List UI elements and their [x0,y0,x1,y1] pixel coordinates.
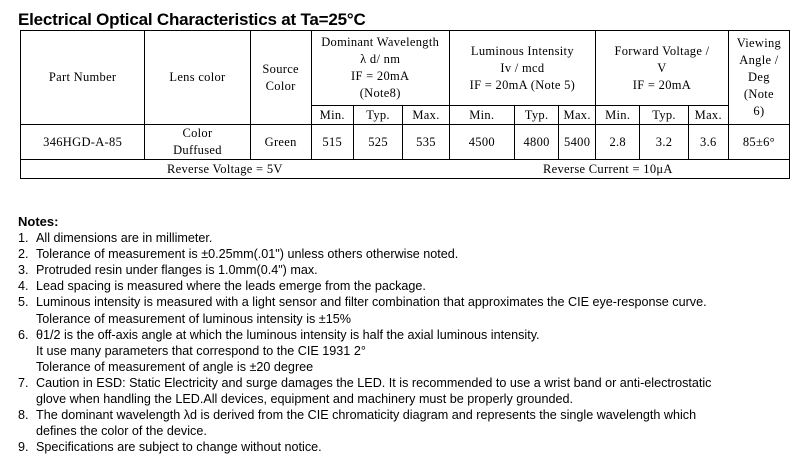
note-number: 3. [18,263,29,278]
header-forward-line3: IF = 20mA [632,77,692,92]
header-row [21,31,790,106]
header-source-color-line1: Source [262,61,299,76]
cell-dom-min: 515 [311,125,353,160]
note-line: Specifications are subject to change without notice. [36,440,322,455]
header-viewing-angle [728,31,789,125]
note-number: 1. [18,231,29,246]
note-number: 2. [18,247,29,262]
reverse-current: Reverse Current = 10μA [543,162,673,176]
subheader-fv-min: Min. [596,106,640,125]
notes-title: Notes: [18,214,59,229]
cell-dom-typ: 525 [353,125,403,160]
cell-lens-color [145,125,250,160]
header-source-color-line2: Color [265,78,296,93]
header-dominant-line1: Dominant Wavelength [321,35,440,49]
note-item [18,439,798,455]
note-item [18,278,798,294]
note-line: Tolerance of measurement of angle is ±20 degree [36,359,314,374]
note-line: Tolerance of measurement of luminous intensity is ±15% [36,311,351,326]
cell-dom-max: 535 [403,125,449,160]
note-number: 9. [18,440,29,455]
cell-fv-typ: 3.2 [640,125,688,160]
note-line: All dimensions are in millimeter. [36,231,213,246]
note-line: θ1/2 is the off-axis angle at which the luminous intensity is half the axial luminous intensity. [36,327,540,342]
note-number: 4. [18,279,29,294]
header-viewing-line3: Deg [748,70,770,84]
header-part-number: Part Number [21,31,145,125]
cell-viewing-angle: 85±6° [728,125,789,160]
reverse-voltage: Reverse Voltage = 5V [167,162,283,176]
note-item [18,407,798,439]
note-text [36,327,798,375]
cell-fv-max: 3.6 [688,125,728,160]
subheader-fv-max: Max. [688,106,728,125]
reverse-cell [21,160,790,179]
note-item [18,246,798,262]
header-viewing-line2: Angle / [739,53,779,67]
note-text [36,294,798,326]
note-text [36,407,798,439]
header-forward-line1: Forward Voltage / [614,43,710,58]
note-item [18,262,798,278]
note-number: 8. [18,408,29,423]
note-text [36,278,798,294]
header-viewing-line4: (Note [743,87,774,101]
header-lens-color: Lens color [145,31,250,125]
cell-fv-min: 2.8 [596,125,640,160]
note-line: Caution in ESD: Static Electricity and surge damages the LED. It is recommended to use a wrist band or anti-electrostatic [36,375,712,390]
note-text [36,439,798,455]
note-number: 7. [18,375,29,390]
cell-lum-min: 4500 [449,125,514,160]
subheader-lum-min: Min. [449,106,514,125]
cell-lens-color-line1: Color [182,126,213,140]
cell-lens-color-line2: Duffused [173,143,222,157]
header-dominant-wavelength [311,31,449,106]
subheader-dom-typ: Typ. [353,106,403,125]
cell-source-color: Green [250,125,311,160]
note-line: It use many parameters that correspond to the CIE 1931 2° [36,343,366,358]
subheader-fv-typ: Typ. [640,106,688,125]
page-title: Electrical Optical Characteristics at Ta=25°C [18,10,366,29]
header-dominant-line3: IF = 20mA [351,69,410,83]
header-viewing-line5: 6) [753,104,765,118]
note-item [18,375,798,407]
header-dominant-line2: λ d/ nm [360,52,401,66]
reverse-row [21,160,790,179]
subheader-lum-typ: Typ. [514,106,558,125]
note-line: The dominant wavelength λd is derived from the CIE chromaticity diagram and represents the single wavelength which [36,408,697,423]
note-line: Lead spacing is measured where the leads emerge from the package. [36,279,426,294]
electrical-optical-table [20,30,790,179]
note-text [36,246,798,262]
note-item [18,327,798,375]
note-line: Tolerance of measurement is ±0.25mm(.01") unless others otherwise noted. [36,247,459,262]
note-line: defines the color of the device. [36,424,207,439]
header-dominant-line4: (Note8) [359,86,401,100]
note-item [18,230,798,246]
note-number: 5. [18,295,29,310]
subheader-dom-max: Max. [403,106,449,125]
cell-lum-max: 5400 [559,125,596,160]
note-text [36,375,798,407]
cell-lum-typ: 4800 [514,125,558,160]
note-item [18,294,798,326]
note-line: Luminous intensity is measured with a light sensor and filter combination that approximates the CIE eye-response curve. [36,295,707,310]
note-text [36,262,798,278]
header-luminous-line2: Iv / mcd [500,60,545,75]
cell-part-number: 346HGD-A-85 [21,125,145,160]
note-line: glove when handling the LED.All devices, equipment and machinery must be properly grounded. [36,392,573,407]
note-text [36,230,798,246]
header-forward-line2: V [657,60,667,75]
header-luminous-line1: Luminous Intensity [470,43,574,58]
subheader-lum-max: Max. [559,106,596,125]
subheader-dom-min: Min. [311,106,353,125]
header-forward-voltage [596,31,729,106]
table-row [21,125,790,160]
header-source-color [250,31,311,125]
notes-section [18,214,798,455]
note-number: 6. [18,327,29,342]
header-luminous-intensity [449,31,595,106]
note-line: Protruded resin under flanges is 1.0mm(0.4") max. [36,263,318,278]
header-viewing-line1: Viewing [736,36,782,50]
header-luminous-line3: IF = 20mA (Note 5) [469,77,576,92]
